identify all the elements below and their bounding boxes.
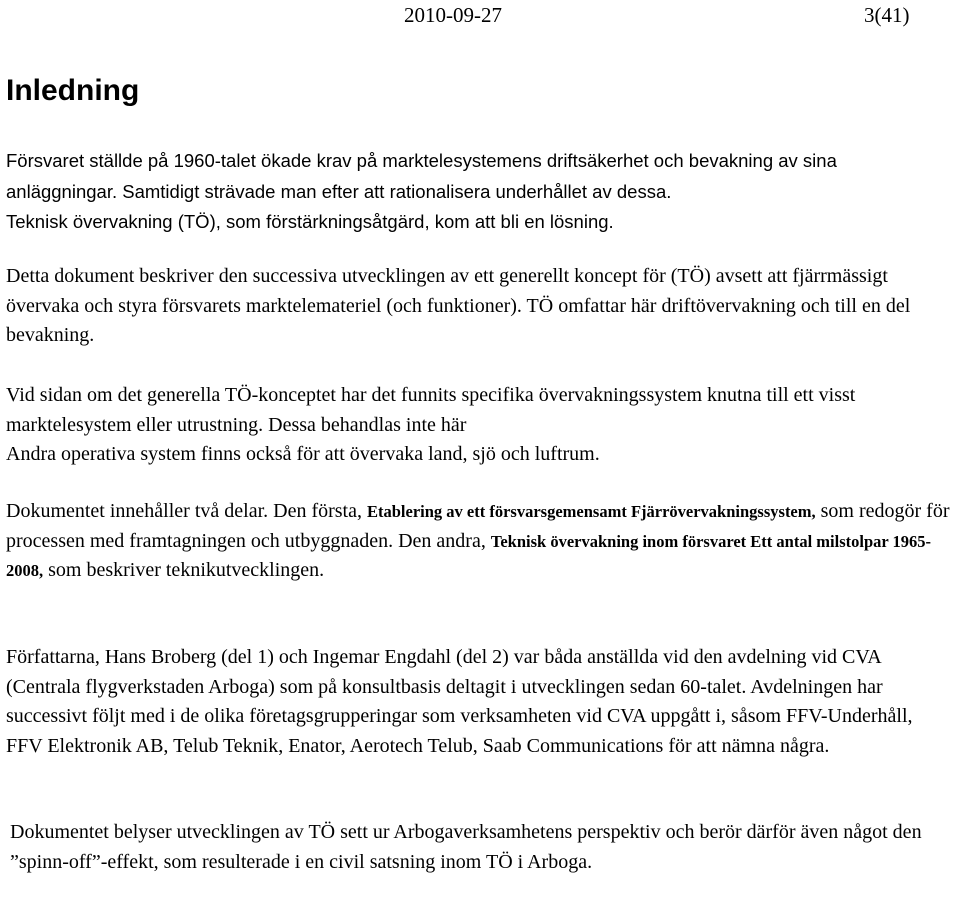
part-one-title: Etablering av ett försvarsgemensamt Fjärrövervakningssystem, bbox=[367, 502, 816, 521]
paragraph-scope: Detta dokument beskriver den successiva utvecklingen av ett generellt koncept för (TÖ) avsett att fjärrmässigt övervaka och styra försvarets marktelemateriel (och funktioner). TÖ omfattar här driftövervakning och till en del bevakning. bbox=[6, 265, 911, 346]
paragraph-other-systems bbox=[6, 381, 951, 470]
header-date: 2010-09-27 bbox=[404, 3, 502, 27]
paragraph-parts-text-1: Dokumentet innehåller två delar. Den första, bbox=[6, 500, 367, 522]
page-title: Inledning bbox=[6, 74, 140, 107]
paragraph-perspective: Dokumentet belyser utvecklingen av TÖ sett ur Arbogaverksamhetens perspektiv och berör därför även något den ”spinn-off”-effekt, som resulterade i en civil satsning inom TÖ i Arboga. bbox=[10, 821, 922, 873]
paragraph-intro-text-end: Teknisk övervakning (TÖ), som förstärkningsåtgärd, kom att bli en lösning. bbox=[6, 211, 614, 232]
paragraph-other-systems-text: Vid sidan om det generella TÖ-konceptet har det funnits specifika övervakningssystem knutna till ett visst marktelesystem eller utrustning. Dessa behandlas inte här bbox=[6, 384, 856, 436]
header-page-number: 3(41) bbox=[864, 3, 910, 27]
paragraph-parts-text-3: som beskriver teknikutvecklingen. bbox=[43, 559, 325, 581]
paragraph-parts-text-2: som redogör för processen med framtagningen och utbyggnaden. Den andra, bbox=[6, 500, 950, 552]
paragraph-document-parts bbox=[6, 497, 951, 586]
paragraph-intro bbox=[6, 146, 951, 238]
paragraph-authors: Författarna, Hans Broberg (del 1) och Ingemar Engdahl (del 2) var båda anställda vid den avdelning vid CVA (Centrala flygverkstaden Arboga) som på konsultbasis deltagit i utvecklingen sedan 60-talet. Avdelningen har successivt följt med i de olika företagsgrupperingar som verksamheten vid CVA uppgått i, såsom FFV-Underhåll, FFV Elektronik AB, Telub Teknik, Enator, Aerotech Telub, Saab Communications för att nämna några. bbox=[6, 646, 913, 757]
paragraph-other-systems-text-end: Andra operativa system finns också för att övervaka land, sjö och luftrum. bbox=[6, 443, 600, 465]
paragraph-intro-text: Försvaret ställde på 1960-talet ökade krav på marktelesystemens driftsäkerhet och bevakning av sina anläggningar. Samtidigt strävade man efter att rationalisera underhållet av dessa. bbox=[6, 150, 837, 202]
part-two-title: Teknisk övervakning inom försvaret Ett antal milstolpar 1965-2008, bbox=[6, 531, 932, 580]
